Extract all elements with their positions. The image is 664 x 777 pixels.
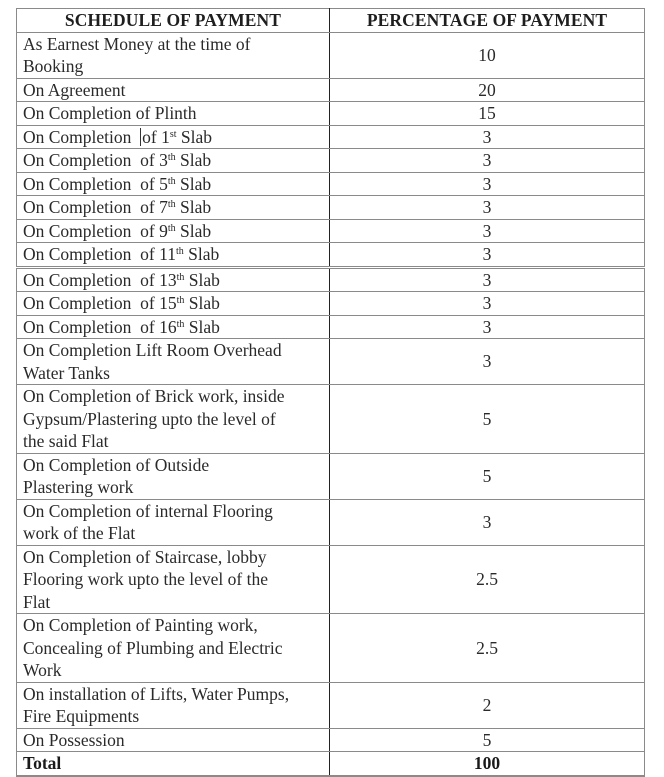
schedule-cell bbox=[17, 682, 330, 728]
schedule-text-line: Booking bbox=[23, 56, 84, 76]
schedule-text-line: On Completion of internal Flooring bbox=[23, 500, 273, 521]
schedule-cell bbox=[17, 243, 330, 268]
table-body bbox=[17, 32, 645, 776]
schedule-text-line: work of the Flat bbox=[23, 523, 136, 543]
slab-number: 3 bbox=[159, 150, 168, 170]
text-cursor-mark bbox=[140, 128, 141, 146]
schedule-text-line: the said Flat bbox=[23, 431, 109, 451]
schedule-text: Slab bbox=[184, 293, 220, 313]
schedule-text: On Completion of bbox=[23, 293, 160, 313]
percentage-cell: 10 bbox=[330, 32, 645, 78]
table-row bbox=[17, 545, 645, 614]
schedule-cell bbox=[17, 125, 330, 149]
slab-number: 9 bbox=[159, 220, 168, 241]
ordinal-suffix: th bbox=[176, 271, 185, 283]
schedule-text: On Completion of bbox=[23, 316, 160, 337]
schedule-text-line: Fire Equipments bbox=[23, 706, 140, 726]
schedule-text: of bbox=[142, 126, 162, 147]
schedule-text: On Completion of bbox=[23, 150, 160, 170]
schedule-text-line: Gypsum/Plastering upto the level of bbox=[23, 408, 276, 429]
total-row bbox=[17, 752, 645, 776]
percentage-cell: 3 bbox=[330, 219, 645, 243]
schedule-text-line: On Completion Lift Room Overhead bbox=[23, 340, 282, 360]
ordinal-suffix: th bbox=[167, 222, 176, 234]
table-row bbox=[17, 614, 645, 683]
table-row bbox=[17, 172, 645, 196]
percentage-cell: 20 bbox=[330, 78, 645, 102]
schedule-text-line: On Agreement bbox=[23, 79, 126, 100]
schedule-text: On Completion of bbox=[23, 173, 160, 194]
ordinal-suffix: th bbox=[167, 152, 176, 163]
percentage-cell: 3 bbox=[330, 292, 645, 316]
schedule-cell bbox=[17, 614, 330, 683]
schedule-text: Slab bbox=[175, 220, 212, 241]
percentage-cell: 2.5 bbox=[330, 614, 645, 683]
slab-number: 7 bbox=[159, 197, 168, 217]
schedule-text-line: On Completion of Outside bbox=[23, 454, 210, 475]
ordinal-suffix: th bbox=[167, 199, 176, 210]
percentage-cell: 2.5 bbox=[330, 545, 645, 614]
table-row bbox=[17, 315, 645, 339]
schedule-text-line: On Completion of Painting work, bbox=[23, 615, 258, 635]
table-row bbox=[17, 385, 645, 454]
table-row bbox=[17, 125, 645, 149]
total-label: Total bbox=[17, 752, 330, 776]
table-header-row bbox=[17, 9, 645, 33]
schedule-cell bbox=[17, 292, 330, 316]
schedule-cell bbox=[17, 196, 330, 220]
schedule-text: Slab bbox=[176, 126, 213, 147]
schedule-text-line: Plastering work bbox=[23, 477, 134, 497]
slab-number: 11 bbox=[159, 244, 176, 264]
table-row bbox=[17, 267, 645, 292]
total-value: 100 bbox=[330, 752, 645, 776]
schedule-text: Slab bbox=[184, 269, 220, 290]
schedule-cell bbox=[17, 267, 330, 292]
table-row bbox=[17, 78, 645, 102]
schedule-cell bbox=[17, 453, 330, 499]
table-row bbox=[17, 682, 645, 728]
percentage-cell: 3 bbox=[330, 267, 645, 292]
schedule-cell bbox=[17, 78, 330, 102]
slab-number: 15 bbox=[159, 293, 177, 313]
payment-schedule-table bbox=[16, 8, 645, 777]
schedule-text-line: As Earnest Money at the time of bbox=[23, 33, 251, 54]
ordinal-suffix: th bbox=[175, 246, 184, 257]
schedule-cell bbox=[17, 339, 330, 385]
schedule-cell bbox=[17, 385, 330, 454]
schedule-text: On Completion bbox=[23, 126, 141, 147]
percentage-cell: 3 bbox=[330, 499, 645, 545]
ordinal-suffix: st bbox=[169, 128, 177, 140]
slab-number: 1 bbox=[161, 126, 170, 147]
schedule-cell bbox=[17, 172, 330, 196]
table-row bbox=[17, 728, 645, 752]
schedule-text: Slab bbox=[175, 173, 212, 194]
schedule-text: On Completion of bbox=[23, 269, 160, 290]
ordinal-suffix: th bbox=[176, 318, 185, 330]
table-row bbox=[17, 243, 645, 268]
schedule-text-line: Concealing of Plumbing and Electric bbox=[23, 637, 283, 658]
slab-number: 5 bbox=[159, 173, 168, 194]
table-row bbox=[17, 149, 645, 173]
percentage-cell: 3 bbox=[330, 196, 645, 220]
table-row bbox=[17, 499, 645, 545]
schedule-text: Slab bbox=[175, 197, 212, 217]
percentage-cell: 3 bbox=[330, 172, 645, 196]
table-row bbox=[17, 339, 645, 385]
table-row bbox=[17, 292, 645, 316]
percentage-cell: 15 bbox=[330, 102, 645, 126]
percentage-cell: 5 bbox=[330, 728, 645, 752]
schedule-text-line: On Completion of Brick work, inside bbox=[23, 386, 285, 406]
ordinal-suffix: th bbox=[167, 175, 176, 187]
schedule-cell bbox=[17, 315, 330, 339]
schedule-text-line: On Possession bbox=[23, 729, 125, 750]
percentage-cell: 3 bbox=[330, 125, 645, 149]
percentage-cell: 5 bbox=[330, 385, 645, 454]
schedule-text-line: Water Tanks bbox=[23, 362, 110, 383]
ordinal-suffix: th bbox=[176, 295, 185, 306]
schedule-text: Slab bbox=[183, 244, 220, 264]
percentage-cell: 3 bbox=[330, 339, 645, 385]
percentage-cell: 3 bbox=[330, 243, 645, 268]
table-row bbox=[17, 196, 645, 220]
schedule-text: On Completion of bbox=[23, 244, 160, 264]
schedule-text-line: Flooring work upto the level of the bbox=[23, 569, 268, 589]
schedule-text-line: Flat bbox=[23, 591, 51, 612]
slab-number: 16 bbox=[159, 316, 177, 337]
percentage-cell: 5 bbox=[330, 453, 645, 499]
table-row bbox=[17, 32, 645, 78]
schedule-cell bbox=[17, 728, 330, 752]
table-row bbox=[17, 219, 645, 243]
schedule-text-line: Work bbox=[23, 660, 62, 680]
percentage-cell: 3 bbox=[330, 315, 645, 339]
schedule-cell bbox=[17, 545, 330, 614]
percentage-cell: 3 bbox=[330, 149, 645, 173]
schedule-text-line: On Completion of Plinth bbox=[23, 103, 197, 123]
schedule-text-line: On Completion of Staircase, lobby bbox=[23, 546, 267, 567]
schedule-cell bbox=[17, 32, 330, 78]
header-percentage: PERCENTAGE OF PAYMENT bbox=[330, 9, 645, 33]
schedule-cell bbox=[17, 149, 330, 173]
schedule-text: Slab bbox=[184, 316, 220, 337]
schedule-cell bbox=[17, 499, 330, 545]
schedule-cell bbox=[17, 102, 330, 126]
header-schedule: SCHEDULE OF PAYMENT bbox=[17, 9, 330, 33]
schedule-text: On Completion of bbox=[23, 220, 160, 241]
percentage-cell: 2 bbox=[330, 682, 645, 728]
schedule-text: On Completion of bbox=[23, 197, 160, 217]
schedule-cell bbox=[17, 219, 330, 243]
schedule-text-line: On installation of Lifts, Water Pumps, bbox=[23, 683, 290, 704]
table-row bbox=[17, 102, 645, 126]
schedule-text: Slab bbox=[175, 150, 212, 170]
table-row bbox=[17, 453, 645, 499]
slab-number: 13 bbox=[159, 269, 177, 290]
